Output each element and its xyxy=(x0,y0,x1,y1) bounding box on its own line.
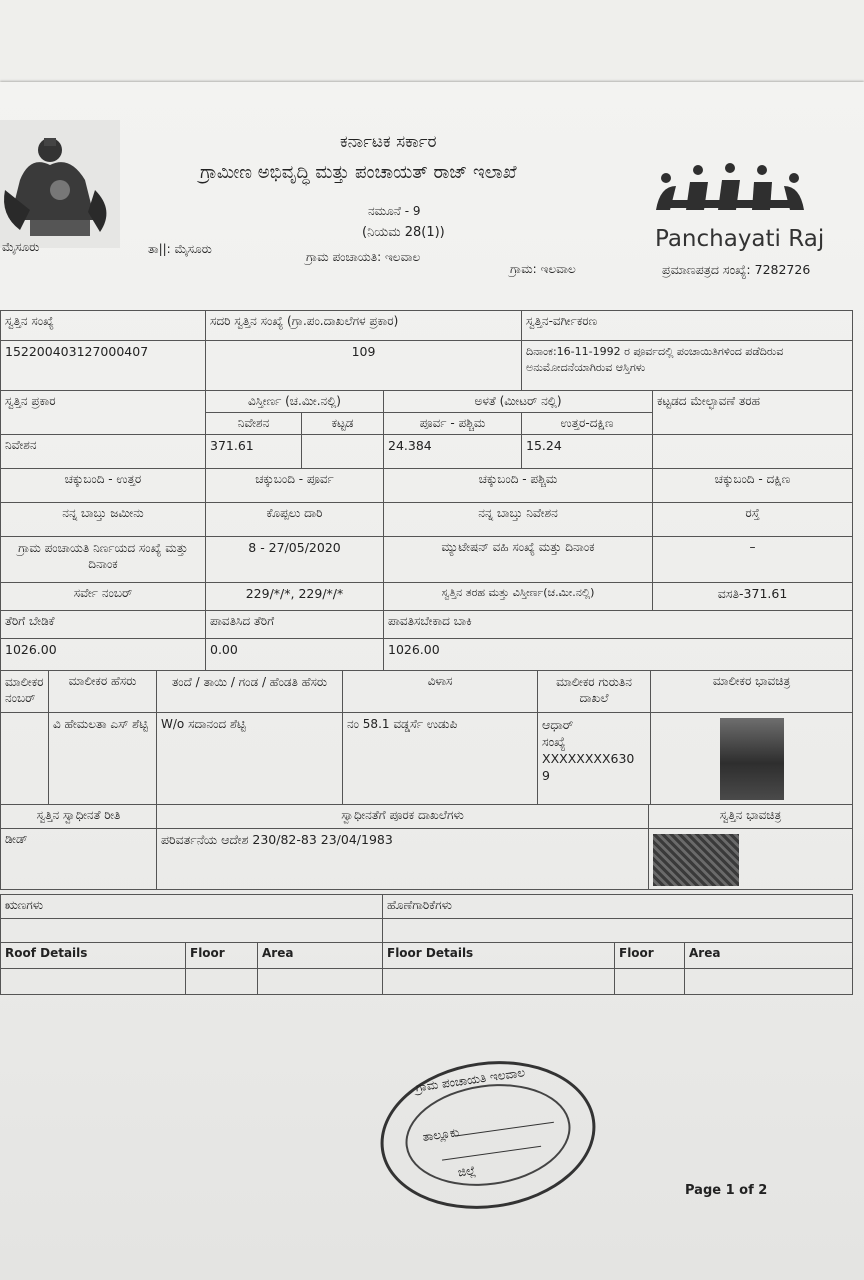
owner-number-header: ಮಾಲೀಕರ ನಂಬರ್ xyxy=(1,671,49,713)
property-photo-cell xyxy=(649,829,853,890)
seal-text-bottom: ಜಿಲ್ಲೆ xyxy=(456,1163,477,1180)
roof-details-label: Roof Details xyxy=(1,943,186,969)
building-area-value xyxy=(302,435,384,469)
building-label: ಕಟ್ಟಡ xyxy=(302,413,384,435)
east-west-label: ಪೂರ್ವ - ಪಶ್ಚಿಮ xyxy=(384,413,522,435)
panchayati-raj-text: Panchayati Raj xyxy=(655,226,825,252)
north-south-label: ಉತ್ತರ-ದಕ್ಷಿಣ xyxy=(522,413,653,435)
boundary-south-value: ರಸ್ತೆ xyxy=(653,503,853,537)
area-label-1: Area xyxy=(258,943,383,969)
dept-title: ಗ್ರಾಮೀಣ ಅಭಿವೃದ್ಧಿ ಮತ್ತು ಪಂಚಾಯತ್ ರಾಜ್ ಇಲಾಖೆ xyxy=(200,162,517,183)
owner-id-header: ಮಾಲೀಕರ ಗುರುತಿನ ದಾಖಲೆ xyxy=(538,671,651,713)
gp-record-number-value: 109 xyxy=(206,341,522,391)
boundary-east-label: ಚಕ್ಕುಬಂದಿ - ಪೂರ್ವ xyxy=(206,469,384,503)
ownership-docs-label: ಸ್ವಾಧೀನತೆಗೆ ಪೂರಕ ದಾಖಲೆಗಳು xyxy=(157,805,649,829)
karnataka-emblem-icon xyxy=(0,120,120,248)
property-table xyxy=(0,310,852,995)
roof-type-label: ಕಟ್ಟಡದ ಮೇಲ್ಛಾವಣೆ ತರಹ xyxy=(653,391,853,435)
village: ಗ್ರಾಮ: ಇಲವಾಲ xyxy=(510,262,576,276)
owner-id-value xyxy=(538,713,651,805)
property-classification-value: ದಿನಾಂಕ:16-11-1992 ರ ಪೂರ್ವದಲ್ಲಿ ಪಂಚಾಯಿತಿಗಳಿಂದ ಪಡೆದಿರುವ ಅನುಮೋದನೆಯಾಗಿರುವ ಆಸ್ತಿಗಳು xyxy=(522,341,853,391)
boundary-west-value: ನನ್ನ ಬಾಬ್ತು ನಿವೇಶನ xyxy=(384,503,653,537)
boundary-east-value: ಕೊಪ್ಪಲು ದಾರಿ xyxy=(206,503,384,537)
panchayati-raj-logo-icon xyxy=(650,160,810,225)
gp-record-number-label: ಸದರಿ ಸ್ವತ್ತಿನ ಸಂಖ್ಯೆ (ಗ್ರಾ.ಪಂ.ದಾಖಲೆಗಳ ಪ್ರಕಾರ) xyxy=(206,311,522,341)
boundary-north-label: ಚಕ್ಕುಬಂದಿ - ಉತ್ತರ xyxy=(1,469,206,503)
property-number-label: ಸ್ವತ್ತಿನ ಸಂಖ್ಯೆ xyxy=(1,311,206,341)
tax-demand-value: 1026.00 xyxy=(1,639,206,671)
area-label: ವಿಸ್ತೀರ್ಣ (ಚ.ಮೀ.ನಲ್ಲಿ) xyxy=(206,391,384,413)
property-type-value: ನಿವೇಶನ xyxy=(1,435,206,469)
floor-label-1: Floor xyxy=(186,943,258,969)
owner-number-value xyxy=(1,713,49,805)
owner-photo-cell xyxy=(651,713,853,805)
floor-label-2: Floor xyxy=(615,943,685,969)
owner-photo xyxy=(720,718,784,800)
owner-address-header: ವಿಳಾಸ xyxy=(343,671,538,713)
mutation-value: – xyxy=(653,537,853,583)
property-area-value: ವಸತಿ-371.61 xyxy=(653,583,853,611)
property-type-label: ಸ್ವತ್ತಿನ ಪ್ರಕಾರ xyxy=(1,391,206,435)
owner-id-number-2: 9 xyxy=(542,768,550,783)
property-classification-label: ಸ್ವತ್ತಿನ-ವರ್ಗೀಕರಣ xyxy=(522,311,853,341)
owner-name-value: ವಿ ಹೇಮಲತಾ ಎಸ್ ಶೆಟ್ಟಿ xyxy=(49,713,157,805)
owner-id-type-2: ಸಂಖ್ಯೆ xyxy=(542,734,566,749)
site-area-value: 371.61 xyxy=(206,435,302,469)
taluk: ತಾ||: ಮೈಸೂರು xyxy=(148,242,212,256)
gram-panchayat: ಗ್ರಾಮ ಪಂಚಾಯತಿ: ಇಲವಾಲ xyxy=(306,250,421,264)
gp-resolution-label: ಗ್ರಾಮ ಪಂಚಾಯತಿ ನಿರ್ಣಯದ ಸಂಖ್ಯೆ ಮತ್ತು ದಿನಾಂಕ xyxy=(1,537,206,583)
boundary-south-label: ಚಕ್ಕುಬಂದಿ - ದಕ್ಷಿಣ xyxy=(653,469,853,503)
north-south-value: 15.24 xyxy=(522,435,653,469)
tax-demand-label: ತೆರಿಗೆ ಬೇಡಿಕೆ xyxy=(1,611,206,639)
owner-address-value: ನಂ 58.1 ವಡ್ಡರ್ಸೆ ಉಡುಪಿ xyxy=(343,713,538,805)
owner-relation-value: W/o ಸದಾನಂದ ಶೆಟ್ಟಿ xyxy=(157,713,343,805)
owner-id-type: ಆಧಾರ್ xyxy=(542,717,574,732)
survey-number-value: 229/*/*, 229/*/* xyxy=(206,583,384,611)
mutation-label: ಮ್ಯುಟೇಷನ್ ವಹಿ ಸಂಖ್ಯೆ ಮತ್ತು ದಿನಾಂಕ xyxy=(384,537,653,583)
seal-text-middle: ತಾಲ್ಲೂಕು xyxy=(421,1125,460,1145)
obligations-label: ಹೊಣೆಗಾರಿಕೆಗಳು xyxy=(383,895,853,919)
page-number: Page 1 of 2 xyxy=(685,1183,768,1198)
measurement-label: ಅಳತೆ (ಮೀಟರ್ ನಲ್ಲಿ) xyxy=(384,391,653,413)
ownership-type-value: ಡೀಡ್ xyxy=(1,829,157,890)
roof-type-value xyxy=(653,435,853,469)
tax-paid-label: ಪಾವತಿಸಿದ ತೆರಿಗೆ xyxy=(206,611,384,639)
owner-photo-header: ಮಾಲೀಕರ ಭಾವಚಿತ್ರ xyxy=(651,671,853,713)
gov-title: ಕರ್ನಾಟಕ ಸರ್ಕಾರ xyxy=(340,132,437,152)
liabilities-label: ಋಣಗಳು xyxy=(1,895,383,919)
rule-number: (ನಿಯಮ 28(1)) xyxy=(362,225,445,240)
form-number: ನಮೂನೆ - 9 xyxy=(368,204,421,218)
tax-paid-value: 0.00 xyxy=(206,639,384,671)
survey-number-label: ಸರ್ವೇ ನಂಬರ್ xyxy=(1,583,206,611)
owner-relation-header: ತಂದೆ / ತಾಯಿ / ಗಂಡ / ಹೆಂಡತಿ ಹೆಸರು xyxy=(157,671,343,713)
tax-balance-value: 1026.00 xyxy=(384,639,853,671)
ownership-type-label: ಸ್ವತ್ತಿನ ಸ್ವಾಧೀನತೆ ರೀತಿ xyxy=(1,805,157,829)
property-photo-label: ಸ್ವತ್ತಿನ ಭಾವಚಿತ್ರ xyxy=(649,805,853,829)
tax-balance-label: ಪಾವತಿಸಬೇಕಾದ ಬಾಕಿ xyxy=(384,611,853,639)
owner-name-header: ಮಾಲೀಕರ ಹೆಸರು xyxy=(49,671,157,713)
floor-details-label: Floor Details xyxy=(383,943,615,969)
certificate-number: ಪ್ರಮಾಣಪತ್ರದ ಸಂಖ್ಯೆ: 7282726 xyxy=(662,262,811,277)
boundary-north-value: ನನ್ನ ಬಾಬ್ತು ಜಮೀನು xyxy=(1,503,206,537)
east-west-value: 24.384 xyxy=(384,435,522,469)
property-photo xyxy=(653,834,739,886)
area-label-2: Area xyxy=(685,943,853,969)
boundary-west-label: ಚಕ್ಕುಬಂದಿ - ಪಶ್ಚಿಮ xyxy=(384,469,653,503)
owner-id-number: XXXXXXXX630 xyxy=(542,751,635,766)
seal-text-top: ಗ್ರಾಮ ಪಂಚಾಯತಿ ಇಲವಾಲ xyxy=(414,1065,526,1095)
property-number-value: 152200403127000407 xyxy=(1,341,206,391)
site-label: ನಿವೇಶನ xyxy=(206,413,302,435)
ownership-docs-value: ಪರಿವರ್ತನೆಯ ಆದೇಶ 230/82-83 23/04/1983 xyxy=(157,829,649,890)
gp-resolution-value: 8 - 27/05/2020 xyxy=(206,537,384,583)
property-area-label: ಸ್ವತ್ತಿನ ತರಹ ಮತ್ತು ವಿಸ್ತೀರ್ಣ(ಚ.ಮೀ.ನಲ್ಲಿ) xyxy=(384,583,653,611)
emblem-caption: ಮೈಸೂರು xyxy=(2,240,40,254)
